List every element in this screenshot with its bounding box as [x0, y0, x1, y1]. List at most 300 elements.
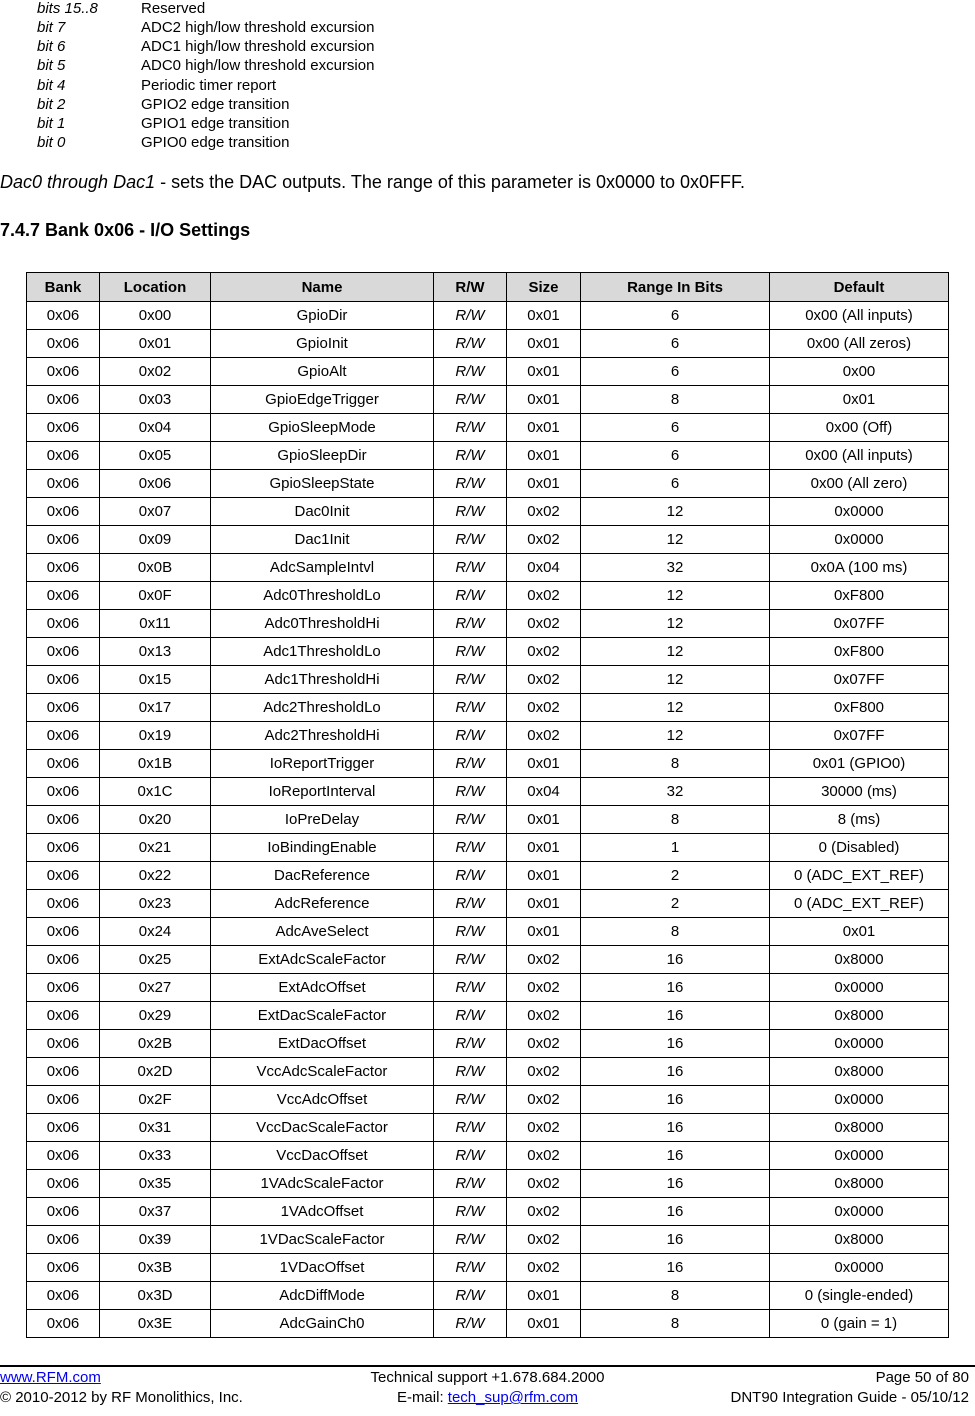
cell-name: ExtDacOffset: [211, 1030, 434, 1058]
cell-range: 6: [581, 302, 770, 330]
cell-rw: R/W: [434, 442, 507, 470]
cell-bank: 0x06: [27, 834, 100, 862]
header-bank: Bank: [27, 273, 100, 302]
page-footer: [0, 1365, 975, 1407]
cell-name: 1VAdcOffset: [211, 1198, 434, 1226]
email-link[interactable]: tech_sup@rfm.com: [447, 1389, 579, 1406]
cell-location: 0x2D: [100, 1058, 211, 1086]
cell-range: 16: [581, 1058, 770, 1086]
cell-location: 0x29: [100, 1002, 211, 1030]
cell-location: 0x1B: [100, 750, 211, 778]
cell-rw: R/W: [434, 1030, 507, 1058]
cell-range: 32: [581, 778, 770, 806]
cell-bank: 0x06: [27, 414, 100, 442]
cell-name: GpioInit: [211, 330, 434, 358]
cell-bank: 0x06: [27, 330, 100, 358]
bit-description: Reserved: [141, 0, 206, 17]
cell-size: 0x01: [507, 1310, 581, 1338]
cell-default: 0 (ADC_EXT_REF): [770, 890, 949, 918]
table-row: [27, 974, 949, 1002]
bit-label: bit 1: [37, 115, 66, 132]
table-row: [27, 442, 949, 470]
cell-location: 0x33: [100, 1142, 211, 1170]
cell-name: GpioSleepDir: [211, 442, 434, 470]
cell-name: GpioDir: [211, 302, 434, 330]
cell-rw: R/W: [434, 974, 507, 1002]
cell-default: 0x8000: [770, 1002, 949, 1030]
table-row: [27, 1114, 949, 1142]
cell-range: 12: [581, 722, 770, 750]
cell-rw: R/W: [434, 638, 507, 666]
cell-size: 0x01: [507, 1282, 581, 1310]
cell-default: 0x8000: [770, 946, 949, 974]
table-row: [27, 330, 949, 358]
cell-range: 16: [581, 1254, 770, 1282]
table-row: [27, 638, 949, 666]
cell-location: 0x03: [100, 386, 211, 414]
cell-rw: R/W: [434, 302, 507, 330]
cell-rw: R/W: [434, 778, 507, 806]
page-number: Page 50 of 80: [875, 1369, 969, 1386]
cell-name: GpioEdgeTrigger: [211, 386, 434, 414]
cell-default: 0x00 (All zeros): [770, 330, 949, 358]
cell-range: 2: [581, 890, 770, 918]
cell-range: 12: [581, 694, 770, 722]
cell-location: 0x00: [100, 302, 211, 330]
table-row: [27, 750, 949, 778]
cell-rw: R/W: [434, 1198, 507, 1226]
cell-default: 0x07FF: [770, 666, 949, 694]
cell-range: 16: [581, 1086, 770, 1114]
header-name: Name: [211, 273, 434, 302]
cell-location: 0x21: [100, 834, 211, 862]
cell-rw: R/W: [434, 806, 507, 834]
cell-range: 16: [581, 1170, 770, 1198]
cell-rw: R/W: [434, 414, 507, 442]
cell-bank: 0x06: [27, 1310, 100, 1338]
cell-default: 0x01 (GPIO0): [770, 750, 949, 778]
dac-paragraph: [0, 172, 745, 193]
table-row: [27, 918, 949, 946]
cell-default: 0x8000: [770, 1170, 949, 1198]
table-row: [27, 1226, 949, 1254]
bit-row: [37, 115, 637, 134]
cell-bank: 0x06: [27, 358, 100, 386]
table-row: [27, 302, 949, 330]
bit-description: ADC0 high/low threshold excursion: [141, 57, 375, 74]
cell-default: 0x0000: [770, 526, 949, 554]
cell-location: 0x2B: [100, 1030, 211, 1058]
table-header-row: [27, 273, 949, 302]
bit-description: GPIO2 edge transition: [141, 96, 290, 113]
bit-row: [37, 57, 637, 76]
tech-support: Technical support +1.678.684.2000: [370, 1369, 605, 1386]
cell-range: 12: [581, 638, 770, 666]
cell-default: 0 (ADC_EXT_REF): [770, 862, 949, 890]
cell-bank: 0x06: [27, 974, 100, 1002]
bit-label: bit 7: [37, 19, 66, 36]
cell-location: 0x17: [100, 694, 211, 722]
table-row: [27, 834, 949, 862]
cell-location: 0x25: [100, 946, 211, 974]
cell-rw: R/W: [434, 1254, 507, 1282]
bit-label: bit 6: [37, 38, 66, 55]
cell-location: 0x19: [100, 722, 211, 750]
cell-location: 0x23: [100, 890, 211, 918]
io-settings-table: [26, 272, 949, 1338]
cell-bank: 0x06: [27, 1142, 100, 1170]
bit-row: [37, 19, 637, 38]
cell-default: 0x8000: [770, 1226, 949, 1254]
cell-default: 0x00 (All inputs): [770, 442, 949, 470]
header-default: Default: [770, 273, 949, 302]
cell-range: 6: [581, 330, 770, 358]
cell-location: 0x1C: [100, 778, 211, 806]
cell-rw: R/W: [434, 610, 507, 638]
cell-range: 12: [581, 666, 770, 694]
cell-default: 0x0000: [770, 498, 949, 526]
cell-bank: 0x06: [27, 778, 100, 806]
cell-size: 0x02: [507, 498, 581, 526]
cell-rw: R/W: [434, 1114, 507, 1142]
table-row: [27, 386, 949, 414]
dac-term: Dac0 through Dac1: [0, 172, 156, 192]
cell-name: DacReference: [211, 862, 434, 890]
cell-size: 0x02: [507, 974, 581, 1002]
bit-label: bit 0: [37, 134, 66, 151]
cell-size: 0x02: [507, 1198, 581, 1226]
cell-default: 0x0000: [770, 1030, 949, 1058]
bit-description: Periodic timer report: [141, 77, 277, 94]
table-row: [27, 722, 949, 750]
table-row: [27, 778, 949, 806]
cell-rw: R/W: [434, 1310, 507, 1338]
cell-name: Adc0ThresholdHi: [211, 610, 434, 638]
bit-description: GPIO1 edge transition: [141, 115, 290, 132]
cell-rw: R/W: [434, 1282, 507, 1310]
cell-name: Adc0ThresholdLo: [211, 582, 434, 610]
cell-bank: 0x06: [27, 666, 100, 694]
cell-location: 0x3B: [100, 1254, 211, 1282]
table-row: [27, 1058, 949, 1086]
cell-default: 0x0000: [770, 1142, 949, 1170]
cell-size: 0x02: [507, 1142, 581, 1170]
cell-size: 0x02: [507, 1030, 581, 1058]
cell-location: 0x2F: [100, 1086, 211, 1114]
cell-size: 0x04: [507, 778, 581, 806]
website-link[interactable]: www.RFM.com: [0, 1369, 101, 1386]
cell-rw: R/W: [434, 750, 507, 778]
cell-default: 0x01: [770, 386, 949, 414]
bit-row: [37, 77, 637, 96]
copyright: © 2010-2012 by RF Monolithics, Inc.: [0, 1389, 243, 1406]
cell-rw: R/W: [434, 1086, 507, 1114]
cell-range: 2: [581, 862, 770, 890]
cell-size: 0x01: [507, 442, 581, 470]
cell-name: 1VDacOffset: [211, 1254, 434, 1282]
bit-row: [37, 38, 637, 57]
cell-location: 0x0F: [100, 582, 211, 610]
cell-default: 0x01: [770, 918, 949, 946]
cell-size: 0x02: [507, 526, 581, 554]
table-row: [27, 358, 949, 386]
bit-label: bit 5: [37, 57, 66, 74]
cell-name: VccAdcScaleFactor: [211, 1058, 434, 1086]
cell-range: 12: [581, 526, 770, 554]
cell-name: AdcDiffMode: [211, 1282, 434, 1310]
cell-default: 8 (ms): [770, 806, 949, 834]
cell-range: 8: [581, 750, 770, 778]
cell-default: 0x8000: [770, 1114, 949, 1142]
cell-size: 0x01: [507, 414, 581, 442]
cell-rw: R/W: [434, 1002, 507, 1030]
cell-name: 1VDacScaleFactor: [211, 1226, 434, 1254]
cell-range: 32: [581, 554, 770, 582]
cell-rw: R/W: [434, 330, 507, 358]
cell-rw: R/W: [434, 1226, 507, 1254]
cell-rw: R/W: [434, 834, 507, 862]
cell-name: ExtAdcScaleFactor: [211, 946, 434, 974]
cell-default: 0x0000: [770, 1254, 949, 1282]
cell-location: 0x01: [100, 330, 211, 358]
cell-bank: 0x06: [27, 470, 100, 498]
cell-bank: 0x06: [27, 302, 100, 330]
cell-bank: 0x06: [27, 1198, 100, 1226]
cell-default: 0xF800: [770, 694, 949, 722]
table-row: [27, 414, 949, 442]
cell-size: 0x01: [507, 386, 581, 414]
cell-default: 0xF800: [770, 582, 949, 610]
cell-size: 0x02: [507, 694, 581, 722]
cell-size: 0x01: [507, 330, 581, 358]
cell-size: 0x02: [507, 722, 581, 750]
cell-default: 0xF800: [770, 638, 949, 666]
cell-bank: 0x06: [27, 862, 100, 890]
cell-default: 0x07FF: [770, 722, 949, 750]
cell-location: 0x06: [100, 470, 211, 498]
cell-rw: R/W: [434, 890, 507, 918]
cell-bank: 0x06: [27, 750, 100, 778]
table-row: [27, 610, 949, 638]
cell-size: 0x02: [507, 582, 581, 610]
cell-location: 0x05: [100, 442, 211, 470]
cell-size: 0x01: [507, 470, 581, 498]
cell-bank: 0x06: [27, 694, 100, 722]
cell-default: 30000 (ms): [770, 778, 949, 806]
cell-bank: 0x06: [27, 806, 100, 834]
cell-range: 16: [581, 1114, 770, 1142]
cell-name: VccDacOffset: [211, 1142, 434, 1170]
cell-size: 0x01: [507, 862, 581, 890]
cell-rw: R/W: [434, 722, 507, 750]
cell-bank: 0x06: [27, 1030, 100, 1058]
cell-location: 0x3D: [100, 1282, 211, 1310]
cell-name: IoReportTrigger: [211, 750, 434, 778]
cell-default: 0x07FF: [770, 610, 949, 638]
cell-location: 0x31: [100, 1114, 211, 1142]
table-row: [27, 1030, 949, 1058]
cell-rw: R/W: [434, 470, 507, 498]
cell-range: 12: [581, 582, 770, 610]
doc-info: DNT90 Integration Guide - 05/10/12: [730, 1389, 969, 1406]
cell-size: 0x02: [507, 638, 581, 666]
cell-rw: R/W: [434, 358, 507, 386]
cell-name: GpioSleepMode: [211, 414, 434, 442]
header-location: Location: [100, 273, 211, 302]
cell-location: 0x09: [100, 526, 211, 554]
cell-location: 0x02: [100, 358, 211, 386]
cell-default: 0x0000: [770, 974, 949, 1002]
cell-default: 0 (single-ended): [770, 1282, 949, 1310]
cell-bank: 0x06: [27, 1282, 100, 1310]
cell-location: 0x39: [100, 1226, 211, 1254]
cell-bank: 0x06: [27, 890, 100, 918]
cell-name: AdcAveSelect: [211, 918, 434, 946]
cell-range: 16: [581, 1198, 770, 1226]
cell-size: 0x02: [507, 610, 581, 638]
bit-label: bit 4: [37, 77, 66, 94]
cell-rw: R/W: [434, 526, 507, 554]
cell-range: 16: [581, 946, 770, 974]
cell-size: 0x02: [507, 666, 581, 694]
cell-name: Adc2ThresholdLo: [211, 694, 434, 722]
cell-size: 0x01: [507, 806, 581, 834]
cell-location: 0x13: [100, 638, 211, 666]
table-row: [27, 666, 949, 694]
cell-default: 0x00: [770, 358, 949, 386]
cell-range: 16: [581, 974, 770, 1002]
bit-description: GPIO0 edge transition: [141, 134, 290, 151]
cell-name: AdcReference: [211, 890, 434, 918]
cell-bank: 0x06: [27, 526, 100, 554]
cell-size: 0x01: [507, 750, 581, 778]
cell-range: 8: [581, 1310, 770, 1338]
cell-size: 0x01: [507, 890, 581, 918]
cell-rw: R/W: [434, 1170, 507, 1198]
table-row: [27, 526, 949, 554]
cell-bank: 0x06: [27, 1226, 100, 1254]
cell-range: 12: [581, 498, 770, 526]
cell-location: 0x15: [100, 666, 211, 694]
bit-label: bits 15..8: [37, 0, 98, 17]
cell-range: 6: [581, 358, 770, 386]
cell-name: ExtAdcOffset: [211, 974, 434, 1002]
cell-location: 0x37: [100, 1198, 211, 1226]
cell-bank: 0x06: [27, 582, 100, 610]
cell-default: 0x0000: [770, 1198, 949, 1226]
cell-range: 6: [581, 442, 770, 470]
cell-bank: 0x06: [27, 442, 100, 470]
cell-default: 0x00 (All inputs): [770, 302, 949, 330]
cell-name: IoBindingEnable: [211, 834, 434, 862]
cell-location: 0x11: [100, 610, 211, 638]
cell-range: 8: [581, 806, 770, 834]
cell-rw: R/W: [434, 862, 507, 890]
cell-name: AdcGainCh0: [211, 1310, 434, 1338]
cell-name: GpioAlt: [211, 358, 434, 386]
cell-size: 0x02: [507, 1254, 581, 1282]
cell-range: 8: [581, 918, 770, 946]
cell-range: 16: [581, 1002, 770, 1030]
table-row: [27, 470, 949, 498]
cell-name: VccAdcOffset: [211, 1086, 434, 1114]
dac-description: - sets the DAC outputs. The range of this parameter is 0x0000 to 0x0FFF.: [155, 172, 746, 192]
cell-size: 0x02: [507, 1002, 581, 1030]
cell-size: 0x01: [507, 834, 581, 862]
table-row: [27, 890, 949, 918]
cell-rw: R/W: [434, 1058, 507, 1086]
cell-size: 0x02: [507, 1226, 581, 1254]
cell-default: 0x0A (100 ms): [770, 554, 949, 582]
cell-rw: R/W: [434, 918, 507, 946]
cell-range: 8: [581, 1282, 770, 1310]
cell-rw: R/W: [434, 582, 507, 610]
cell-rw: R/W: [434, 946, 507, 974]
section-heading: 7.4.7 Bank 0x06 - I/O Settings: [0, 220, 251, 240]
cell-range: 1: [581, 834, 770, 862]
cell-name: 1VAdcScaleFactor: [211, 1170, 434, 1198]
cell-size: 0x01: [507, 302, 581, 330]
cell-default: 0 (gain = 1): [770, 1310, 949, 1338]
table-row: [27, 1002, 949, 1030]
cell-range: 16: [581, 1226, 770, 1254]
table-row: [27, 582, 949, 610]
cell-bank: 0x06: [27, 1170, 100, 1198]
cell-range: 6: [581, 470, 770, 498]
cell-bank: 0x06: [27, 610, 100, 638]
table-row: [27, 1282, 949, 1310]
cell-default: 0x0000: [770, 1086, 949, 1114]
cell-bank: 0x06: [27, 722, 100, 750]
cell-location: 0x3E: [100, 1310, 211, 1338]
table-row: [27, 862, 949, 890]
table-row: [27, 946, 949, 974]
header-size: Size: [507, 273, 581, 302]
cell-size: 0x02: [507, 1114, 581, 1142]
cell-size: 0x02: [507, 1058, 581, 1086]
cell-default: 0x00 (All zero): [770, 470, 949, 498]
bit-description: ADC1 high/low threshold excursion: [141, 38, 375, 55]
header-rw: R/W: [434, 273, 507, 302]
cell-size: 0x02: [507, 1170, 581, 1198]
cell-bank: 0x06: [27, 498, 100, 526]
table-row: [27, 498, 949, 526]
bit-row: [37, 134, 637, 153]
table-row: [27, 1198, 949, 1226]
cell-name: AdcSampleIntvl: [211, 554, 434, 582]
table-row: [27, 806, 949, 834]
cell-rw: R/W: [434, 666, 507, 694]
table-row: [27, 1254, 949, 1282]
bit-row: [37, 0, 637, 19]
cell-rw: R/W: [434, 694, 507, 722]
cell-bank: 0x06: [27, 918, 100, 946]
cell-name: Adc1ThresholdHi: [211, 666, 434, 694]
cell-rw: R/W: [434, 554, 507, 582]
cell-size: 0x02: [507, 1086, 581, 1114]
cell-size: 0x02: [507, 946, 581, 974]
cell-bank: 0x06: [27, 1114, 100, 1142]
cell-rw: R/W: [434, 386, 507, 414]
table-row: [27, 1170, 949, 1198]
cell-name: IoPreDelay: [211, 806, 434, 834]
cell-bank: 0x06: [27, 386, 100, 414]
cell-bank: 0x06: [27, 1058, 100, 1086]
header-range-in-bits: Range In Bits: [581, 273, 770, 302]
cell-bank: 0x06: [27, 1002, 100, 1030]
cell-name: ExtDacScaleFactor: [211, 1002, 434, 1030]
cell-location: 0x0B: [100, 554, 211, 582]
